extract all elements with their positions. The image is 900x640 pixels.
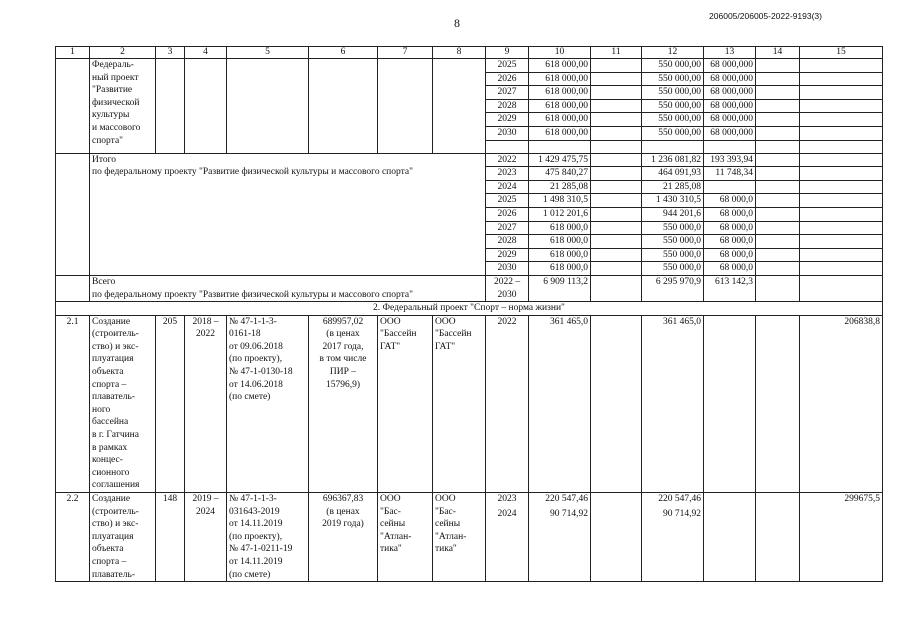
amount-cell: 299675,5 <box>800 493 883 582</box>
amount-cell: 618 000,0 <box>529 248 591 262</box>
amount-cell: 550 000,00 <box>642 86 704 100</box>
contractor-cell: ООО "Бас- сейны "Атлан- тика" <box>433 493 486 582</box>
table-cell <box>800 99 883 113</box>
project-row <box>56 315 883 492</box>
year-cell: 2029 <box>486 248 529 262</box>
table-cell <box>800 180 883 194</box>
table-cell <box>756 207 800 221</box>
subtotal-label: Итого по федеральному проекту "Развитие физической культуры и массового спорта" <box>90 153 486 275</box>
period-cell: 2018 – 2022 <box>185 315 227 492</box>
amount-cell: 618 000,0 <box>529 235 591 249</box>
contractor-cell: ООО "Бассейн ГАТ" <box>433 315 486 492</box>
table-cell <box>185 59 227 154</box>
table-cell <box>591 315 642 492</box>
table-cell <box>591 262 642 276</box>
period-cell: 2019 – 2024 <box>185 493 227 582</box>
customer-cell: ООО "Бас- сейны "Атлан- тика" <box>378 493 433 582</box>
table-cell <box>756 99 800 113</box>
table-cell <box>591 99 642 113</box>
year-cell: 2023 <box>486 493 529 508</box>
table-cell <box>756 493 800 582</box>
amount-cell: 21 285,08 <box>529 180 591 194</box>
project-name-cell: Федераль- ный проект "Развитие физической культуры и массового спорта" <box>90 59 156 154</box>
column-header: 8 <box>433 47 486 59</box>
table-cell <box>704 493 756 582</box>
capacity-cell: 205 <box>156 315 185 492</box>
object-name-cell: Создание (строитель- ство) и экс- плуатация объекта спорта – плаватель- ного бассейна в г. Гатчина в рамках концес- сионного соглашения <box>90 315 156 492</box>
year-cell: 2030 <box>486 126 529 140</box>
amount-cell: 1 012 201,6 <box>529 207 591 221</box>
table-cell <box>591 167 642 181</box>
amount-cell: 1 498 310,5 <box>529 194 591 208</box>
amount-cell: 618 000,00 <box>529 86 591 100</box>
column-header: 13 <box>704 47 756 59</box>
amount-cell: 1 236 081,82 <box>642 153 704 167</box>
amount-cell: 944 201,6 <box>642 207 704 221</box>
column-header: 10 <box>529 47 591 59</box>
subtotal-row <box>56 153 883 167</box>
table-cell <box>800 72 883 86</box>
amount-cell: 68 000,000 <box>704 86 756 100</box>
year-cell: 2028 <box>486 235 529 249</box>
amount-cell: 618 000,00 <box>529 99 591 113</box>
page-number: 8 <box>454 16 460 30</box>
amount-cell: 613 142,3 <box>704 275 756 301</box>
amount-cell: 1 429 475,75 <box>529 153 591 167</box>
table-cell <box>591 72 642 86</box>
amount-cell: 68 000,0 <box>704 194 756 208</box>
amount-cell: 550 000,00 <box>642 59 704 73</box>
amount-cell: 68 000,000 <box>704 99 756 113</box>
table-cell <box>591 86 642 100</box>
table-cell <box>756 248 800 262</box>
amount-cell: 68 000,000 <box>704 113 756 127</box>
table-cell <box>756 275 800 301</box>
header-row <box>56 47 883 59</box>
amount-cell: 68 000,0 <box>704 221 756 235</box>
amount-cell: 550 000,0 <box>642 221 704 235</box>
amount-cell: 6 295 970,9 <box>642 275 704 301</box>
customer-cell: ООО "Бассейн ГАТ" <box>378 315 433 492</box>
table-cell <box>800 275 883 301</box>
year-cell: 2029 <box>486 113 529 127</box>
column-header: 14 <box>756 47 800 59</box>
table-cell <box>800 59 883 73</box>
amount-cell: 618 000,00 <box>529 113 591 127</box>
year-cell: 2023 <box>486 167 529 181</box>
table-cell <box>800 113 883 127</box>
amount-cell: 6 909 113,2 <box>529 275 591 301</box>
table-cell <box>756 235 800 249</box>
year-cell: 2022 <box>486 153 529 167</box>
table-cell <box>756 153 800 167</box>
column-header: 2 <box>90 47 156 59</box>
table-cell <box>486 140 529 153</box>
total-row <box>56 275 883 301</box>
amount-cell: 550 000,00 <box>642 113 704 127</box>
amount-cell: 550 000,0 <box>642 235 704 249</box>
table-cell <box>591 140 642 153</box>
column-header: 5 <box>227 47 309 59</box>
table-cell <box>756 140 800 153</box>
table-cell <box>756 180 800 194</box>
amount-cell: 90 714,92 <box>529 508 591 582</box>
table-cell <box>591 153 642 167</box>
table-cell <box>529 140 591 153</box>
table-cell <box>756 72 800 86</box>
amount-cell: 550 000,0 <box>642 248 704 262</box>
section-heading-row <box>56 302 883 316</box>
column-header: 12 <box>642 47 704 59</box>
table-cell <box>756 59 800 73</box>
amount-cell: 220 547,46 <box>529 493 591 508</box>
table-cell <box>800 86 883 100</box>
table-cell <box>591 275 642 301</box>
table-cell <box>309 59 378 154</box>
table-cell <box>756 221 800 235</box>
table-cell <box>56 153 90 275</box>
table-cell <box>378 59 433 154</box>
table-cell <box>800 140 883 153</box>
table-cell <box>800 194 883 208</box>
table-cell <box>756 262 800 276</box>
table-cell <box>704 315 756 492</box>
row-number-cell: 2.1 <box>56 315 90 492</box>
project-row <box>56 493 883 508</box>
amount-cell: 68 000,0 <box>704 235 756 249</box>
table-cell <box>156 59 185 154</box>
amount-cell <box>704 180 756 194</box>
table-cell <box>591 113 642 127</box>
table-cell <box>800 167 883 181</box>
table-cell <box>800 221 883 235</box>
capacity-cell: 148 <box>156 493 185 582</box>
column-header: 9 <box>486 47 529 59</box>
amount-cell: 206838,8 <box>800 315 883 492</box>
table-cell <box>756 194 800 208</box>
amount-cell: 550 000,00 <box>642 72 704 86</box>
table-cell <box>591 126 642 140</box>
column-header: 6 <box>309 47 378 59</box>
amount-cell: 68 000,0 <box>704 262 756 276</box>
amount-cell: 550 000,00 <box>642 99 704 113</box>
table-cell <box>756 86 800 100</box>
table-cell <box>433 59 486 154</box>
table-cell <box>756 167 800 181</box>
table-cell <box>591 194 642 208</box>
total-label: Всего по федеральному проекту "Развитие физической культуры и массового спорта" <box>90 275 486 301</box>
table-cell <box>800 262 883 276</box>
year-cell: 2025 <box>486 194 529 208</box>
column-header: 3 <box>156 47 185 59</box>
amount-cell: 618 000,0 <box>529 221 591 235</box>
amount-cell: 21 285,08 <box>642 180 704 194</box>
year-cell: 2025 <box>486 59 529 73</box>
column-header: 1 <box>56 47 90 59</box>
table-cell <box>756 126 800 140</box>
table-cell <box>591 221 642 235</box>
table-cell <box>642 140 704 153</box>
expertise-cell: № 47-1-1-3- 0161-18 от 09.06.2018 (по проекту), № 47-1-0130-18 от 14.06.2018 (по смете) <box>227 315 309 492</box>
amount-cell: 1 430 310,5 <box>642 194 704 208</box>
table-cell <box>591 235 642 249</box>
amount-cell: 68 000,000 <box>704 72 756 86</box>
table-cell <box>591 207 642 221</box>
document-id: 206005/206005-2022-9193(3) <box>709 11 822 21</box>
table-cell <box>800 126 883 140</box>
year-cell: 2026 <box>486 207 529 221</box>
amount-cell: 361 465,0 <box>642 315 704 492</box>
cost-cell: 689957,02 (в ценах 2017 года, в том числе ПИР – 15796,9) <box>309 315 378 492</box>
table-cell <box>800 207 883 221</box>
amount-cell: 475 840,27 <box>529 167 591 181</box>
year-cell: 2026 <box>486 72 529 86</box>
amount-cell: 618 000,00 <box>529 59 591 73</box>
amount-cell: 618 000,00 <box>529 126 591 140</box>
year-cell: 2027 <box>486 221 529 235</box>
year-cell: 2028 <box>486 99 529 113</box>
cost-cell: 696367,83 (в ценах 2019 года) <box>309 493 378 582</box>
column-header: 15 <box>800 47 883 59</box>
amount-cell: 193 393,94 <box>704 153 756 167</box>
table-cell <box>56 275 90 301</box>
year-cell: 2022 <box>486 315 529 492</box>
amount-cell: 90 714,92 <box>642 508 704 582</box>
expertise-cell: № 47-1-1-3- 031643-2019 от 14.11.2019 (по проекту), № 47-1-0211-19 от 14.11.2019 (по смете) <box>227 493 309 582</box>
table-cell <box>800 153 883 167</box>
column-header: 4 <box>185 47 227 59</box>
amount-cell: 68 000,000 <box>704 126 756 140</box>
amount-cell: 550 000,0 <box>642 262 704 276</box>
row-number-cell: 2.2 <box>56 493 90 582</box>
table-cell <box>800 235 883 249</box>
year-cell: 2024 <box>486 508 529 582</box>
budget-table <box>55 46 883 582</box>
amount-cell: 11 748,34 <box>704 167 756 181</box>
table-cell <box>800 248 883 262</box>
table-cell <box>756 315 800 492</box>
table-cell <box>591 248 642 262</box>
column-header: 7 <box>378 47 433 59</box>
table-cell <box>591 59 642 73</box>
year-cell: 2022 – 2030 <box>486 275 529 301</box>
table-row <box>56 59 883 73</box>
object-name-cell: Создание (строитель- ство) и экс- плуатация объекта спорта – плаватель- <box>90 493 156 582</box>
amount-cell: 68 000,0 <box>704 207 756 221</box>
amount-cell: 68 000,0 <box>704 248 756 262</box>
amount-cell: 361 465,0 <box>529 315 591 492</box>
table-cell <box>704 140 756 153</box>
table-cell <box>756 113 800 127</box>
row-number-cell <box>56 59 90 154</box>
column-header: 11 <box>591 47 642 59</box>
year-cell: 2027 <box>486 86 529 100</box>
table-cell <box>591 493 642 582</box>
amount-cell: 68 000,000 <box>704 59 756 73</box>
amount-cell: 550 000,00 <box>642 126 704 140</box>
amount-cell: 618 000,00 <box>529 72 591 86</box>
table-cell <box>227 59 309 154</box>
section-title: 2. Федеральный проект "Спорт – норма жизни" <box>56 302 883 316</box>
year-cell: 2030 <box>486 262 529 276</box>
table-cell <box>591 180 642 194</box>
amount-cell: 618 000,0 <box>529 262 591 276</box>
year-cell: 2024 <box>486 180 529 194</box>
amount-cell: 464 091,93 <box>642 167 704 181</box>
amount-cell: 220 547,46 <box>642 493 704 508</box>
